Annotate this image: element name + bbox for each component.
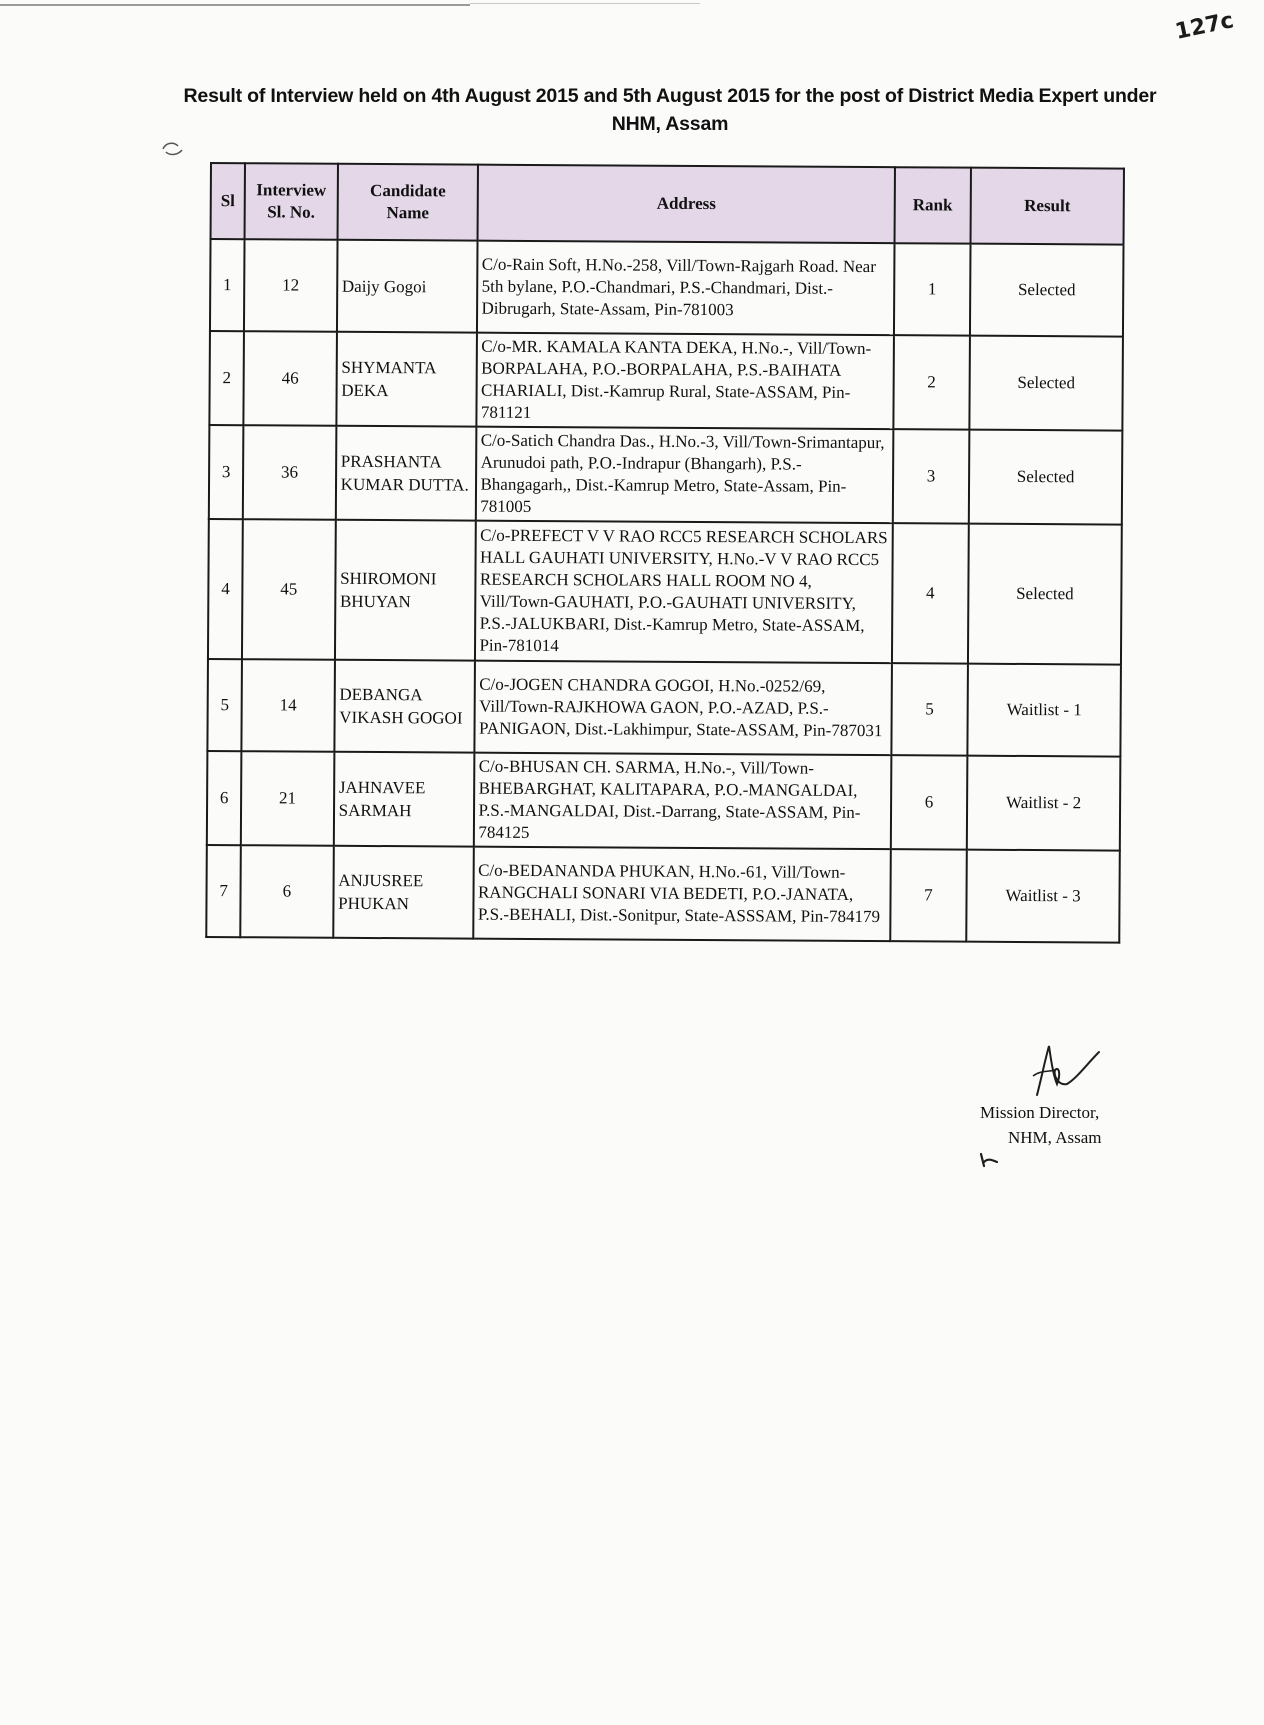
cell-result: Waitlist - 2 bbox=[967, 756, 1120, 851]
header-interview-sl-line1: Interview bbox=[256, 180, 327, 200]
cell-sl: 1 bbox=[210, 239, 245, 331]
handwritten-signature bbox=[1015, 1040, 1105, 1100]
cell-interview-sl: 6 bbox=[240, 845, 333, 938]
header-name-line1: Candidate bbox=[370, 180, 446, 201]
cell-result: Waitlist - 1 bbox=[967, 664, 1120, 757]
cell-interview-sl: 36 bbox=[243, 425, 336, 520]
cell-candidate-name: SHIROMONI BHUYAN bbox=[335, 520, 477, 661]
cell-rank: 5 bbox=[891, 663, 968, 755]
cell-address: C/o-BEDANANDA PHUKAN, H.No.-61, Vill/Town-RANGCHALI SONARI VIA BEDETI, P.O.-JANATA, P.S.-BEHALI, Dist.-Sonitpur, State-ASSSAM, Pin-784179 bbox=[474, 847, 891, 942]
cell-sl: 4 bbox=[208, 519, 243, 659]
cell-sl: 2 bbox=[209, 331, 244, 425]
table-row bbox=[206, 845, 1120, 943]
handwritten-page-number: 127c bbox=[1173, 8, 1236, 45]
cell-result: Selected bbox=[969, 336, 1122, 431]
cell-sl: 7 bbox=[206, 845, 241, 937]
cell-interview-sl: 14 bbox=[242, 659, 335, 752]
table-header-row bbox=[211, 163, 1124, 245]
cell-candidate-name: PRASHANTA KUMAR DUTTA. bbox=[335, 426, 476, 521]
table-row bbox=[209, 425, 1123, 525]
scan-top-rule-faint bbox=[470, 3, 700, 4]
cell-result: Selected bbox=[968, 524, 1122, 665]
cell-result: Selected bbox=[970, 244, 1123, 337]
cell-address: C/o-BHUSAN CH. SARMA, H.No.-, Vill/Town-BHEBARGHAT, KALITAPARA, P.O.-MANGALDAI, P.S.-MANGALDAI, Dist.-Darrang, State-ASSAM, Pin-784125 bbox=[474, 753, 891, 850]
cell-result: Waitlist - 3 bbox=[966, 850, 1119, 943]
header-sl: Sl bbox=[211, 163, 246, 239]
cell-interview-sl: 12 bbox=[244, 239, 337, 332]
cell-candidate-name: Daijy Gogoi bbox=[337, 240, 478, 333]
signatory-block bbox=[980, 1100, 1102, 1150]
cell-result: Selected bbox=[969, 430, 1122, 525]
cell-address: C/o-Satich Chandra Das., H.No.-3, Vill/Town-Srimantapur, Arunudoi path, P.O.-Indrapur (Bhangarh), P.S.-Bhangagarh,, Dist.-Kamrup Metro, State-Assam, Pin-781005 bbox=[476, 427, 893, 524]
cell-interview-sl: 46 bbox=[244, 331, 337, 426]
cell-interview-sl: 45 bbox=[242, 519, 335, 660]
document-title bbox=[150, 82, 1190, 138]
header-result: Result bbox=[971, 168, 1124, 245]
header-interview-sl-line2: Sl. No. bbox=[267, 202, 316, 222]
table-row bbox=[207, 751, 1121, 851]
cell-candidate-name: DEBANGA VIKASH GOGOI bbox=[334, 660, 475, 753]
cell-rank: 6 bbox=[891, 755, 968, 849]
table-row bbox=[207, 659, 1121, 757]
table-row bbox=[210, 239, 1124, 337]
signatory-designation: Mission Director, bbox=[980, 1103, 1100, 1122]
scan-top-rule bbox=[0, 4, 470, 6]
cell-address: C/o-PREFECT V V RAO RCC5 RESEARCH SCHOLARS HALL GAUHATI UNIVERSITY, H.No.-V V RAO RCC5 RESEARCH SCHOLARS HALL ROOM NO 4, Vill/Town-GAUHATI, P.O.-GAUHATI UNIVERSITY, P.S.-JALUKBARI, Dist.-Kamrup Metro, State-ASSAM, Pin-781014 bbox=[475, 521, 892, 664]
header-address: Address bbox=[478, 165, 895, 244]
header-name-line2: Name bbox=[386, 203, 430, 223]
table-row bbox=[208, 519, 1122, 665]
cell-address: C/o-MR. KAMALA KANTA DEKA, H.No.-, Vill/Town-BORPALAHA, P.O.-BORPALAHA, P.S.-BAIHATA CHARIALI, Dist.-Kamrup Rural, State-ASSAM, Pin-781121 bbox=[477, 333, 894, 430]
pen-scribble-mark bbox=[160, 140, 186, 158]
header-candidate-name bbox=[337, 164, 478, 241]
cell-address: C/o-Rain Soft, H.No.-258, Vill/Town-Rajgarh Road. Near 5th bylane, P.O.-Chandmari, P.S.-Chandmari, Dist.-Dibrugarh, State-Assam, Pin-781003 bbox=[477, 241, 894, 336]
title-line-2: NHM, Assam bbox=[611, 113, 729, 135]
cell-rank: 7 bbox=[890, 849, 967, 941]
cell-interview-sl: 21 bbox=[241, 751, 334, 846]
header-interview-sl bbox=[245, 163, 338, 240]
title-line-1: Result of Interview held on 4th August 2015 and 5th August 2015 for the post of District Media Expert under bbox=[183, 85, 1157, 107]
table-row bbox=[209, 331, 1123, 431]
cell-candidate-name: JAHNAVEE SARMAH bbox=[333, 752, 474, 847]
pen-tick-mark bbox=[978, 1150, 1000, 1170]
cell-rank: 3 bbox=[893, 429, 970, 523]
cell-address: C/o-JOGEN CHANDRA GOGOI, H.No.-0252/69, Vill/Town-RAJKHOWA GAON, P.O.-AZAD, P.S.-PANIGAON, Dist.-Lakhimpur, State-ASSAM, Pin-787031 bbox=[475, 661, 892, 756]
signatory-organisation: NHM, Assam bbox=[1008, 1128, 1102, 1147]
header-rank: Rank bbox=[894, 167, 971, 243]
cell-rank: 2 bbox=[893, 335, 970, 429]
cell-candidate-name: SHYMANTA DEKA bbox=[336, 332, 477, 427]
cell-rank: 1 bbox=[894, 243, 971, 335]
cell-sl: 6 bbox=[207, 751, 242, 845]
cell-candidate-name: ANJUSREE PHUKAN bbox=[333, 846, 474, 939]
cell-rank: 4 bbox=[892, 523, 969, 663]
results-table bbox=[205, 162, 1125, 944]
cell-sl: 3 bbox=[209, 425, 244, 519]
cell-sl: 5 bbox=[207, 659, 242, 751]
